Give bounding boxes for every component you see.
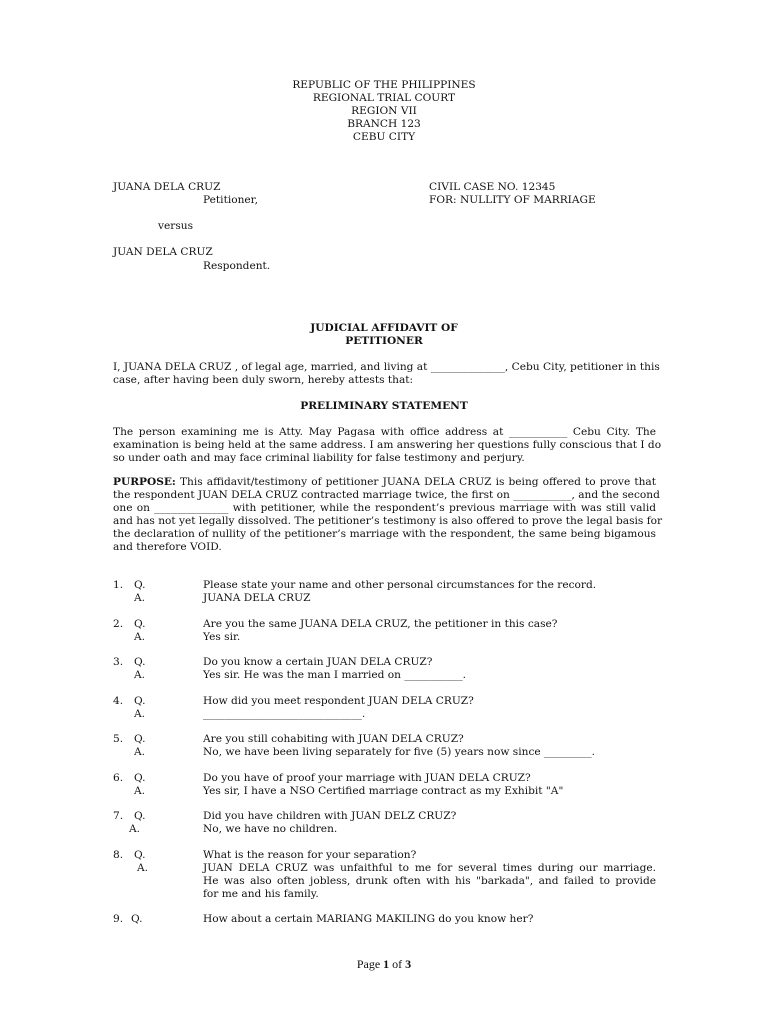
preliminary-heading: PRELIMINARY STATEMENT bbox=[300, 400, 468, 412]
answer-line: JUAN DELA CRUZ was unfaithful to me for several times during our marriage. bbox=[203, 862, 656, 874]
answer-text: Yes sir. bbox=[203, 631, 241, 643]
question-label: Q. bbox=[134, 772, 146, 784]
question-label: Q. bbox=[134, 810, 146, 822]
question-text: Do you know a certain JUAN DELA CRUZ? bbox=[203, 656, 433, 668]
question-text: How did you meet respondent JUAN DELA CRUZ? bbox=[203, 695, 474, 707]
document-title-line1: JUDICIAL AFFIDAVIT OF bbox=[310, 322, 458, 334]
header-city: CEBU CITY bbox=[352, 131, 416, 143]
purpose-label: PURPOSE: bbox=[113, 476, 176, 488]
intro-line: I, JUANA DELA CRUZ , of legal age, married, and living at ______________, Cebu City, petitioner in this bbox=[113, 361, 660, 373]
qa-number: 2. bbox=[113, 618, 124, 630]
petitioner-name: JUANA DELA CRUZ bbox=[113, 181, 221, 193]
document-title-line2: PETITIONER bbox=[345, 335, 423, 347]
header-region: REGION VII bbox=[351, 105, 417, 117]
versus-label: versus bbox=[158, 220, 194, 232]
question-text: How about a certain MARIANG MAKILING do you know her? bbox=[203, 913, 534, 925]
answer-line: for me and his family. bbox=[203, 888, 319, 900]
qa-number: 8. bbox=[113, 849, 124, 861]
respondent-name: JUAN DELA CRUZ bbox=[113, 246, 213, 258]
answer-text: No, we have no children. bbox=[203, 823, 338, 835]
answer-line: He was also often jobless, drunk often with his "barkada", and failed to provide bbox=[203, 875, 656, 887]
question-text: What is the reason for your separation? bbox=[203, 849, 417, 861]
purpose-line: and therefore VOID. bbox=[113, 541, 222, 553]
question-text: Are you the same JUANA DELA CRUZ, the petitioner in this case? bbox=[203, 618, 558, 630]
respondent-label: Respondent. bbox=[203, 260, 271, 272]
answer-text: No, we have been living separately for five (5) years now since _________. bbox=[203, 746, 596, 758]
page-total: 3 bbox=[405, 957, 412, 971]
of-word: of bbox=[389, 957, 406, 971]
purpose-line: and has not yet legally dissolved. The petitioner’s testimony is also offered to prove the legal basis for bbox=[113, 515, 663, 527]
header-court: REGIONAL TRIAL COURT bbox=[312, 92, 456, 104]
question-text: Please state your name and other personal circumstances for the record. bbox=[203, 579, 597, 591]
qa-number: 5. bbox=[113, 733, 124, 745]
question-text: Are you still cohabiting with JUAN DELA CRUZ? bbox=[203, 733, 464, 745]
answer-paragraph bbox=[203, 862, 656, 901]
question-label: Q. bbox=[134, 733, 146, 745]
question-label: Q. bbox=[134, 656, 146, 668]
qa-number: 1. bbox=[113, 579, 124, 591]
question-label: Q. bbox=[134, 849, 146, 861]
answer-label: A. bbox=[134, 708, 146, 720]
preliminary-line: so under oath and may face criminal liability for false testimony and perjury. bbox=[113, 452, 525, 464]
answer-text: Yes sir, I have a NSO Certified marriage contract as my Exhibit "A" bbox=[203, 785, 564, 797]
qa-number: 9. bbox=[113, 913, 124, 925]
purpose-line: the declaration of nullity of the petitioner’s marriage with the respondent, the same being bigamous bbox=[113, 528, 656, 540]
question-text: Did you have children with JUAN DELZ CRUZ? bbox=[203, 810, 457, 822]
purpose-paragraph bbox=[113, 476, 663, 554]
qa-number: 6. bbox=[113, 772, 124, 784]
preliminary-line: The person examining me is Atty. May Pagasa with office address at ___________ Cebu City. The bbox=[113, 426, 656, 438]
header-branch: BRANCH 123 bbox=[347, 118, 421, 130]
purpose-line-text: This affidavit/testimony of petitioner JUANA DELA CRUZ is being offered to prove that bbox=[175, 476, 656, 488]
qa-number: 4. bbox=[113, 695, 124, 707]
question-label: Q. bbox=[134, 695, 146, 707]
qa-number: 7. bbox=[113, 810, 124, 822]
qa-number: 3. bbox=[113, 656, 124, 668]
purpose-line: one on ______________ with petitioner, while the respondent’s previous marriage with was still valid bbox=[113, 502, 656, 514]
purpose-line bbox=[113, 476, 656, 489]
answer-text: ______________________________. bbox=[203, 708, 366, 720]
petitioner-label: Petitioner, bbox=[203, 194, 258, 206]
answer-label: A. bbox=[134, 669, 146, 681]
answer-label: A. bbox=[129, 823, 141, 835]
question-label: Q. bbox=[131, 913, 143, 925]
page-number: 1 bbox=[383, 957, 390, 971]
answer-text: Yes sir. He was the man I married on ___________. bbox=[203, 669, 466, 681]
page-word: Page bbox=[356, 957, 384, 971]
header-republic: REPUBLIC OF THE PHILIPPINES bbox=[292, 79, 476, 91]
page-footer bbox=[0, 958, 768, 971]
preliminary-line: examination is being held at the same address. I am answering her questions fully conscious that I do bbox=[113, 439, 662, 451]
question-label: Q. bbox=[134, 618, 146, 630]
answer-label: A. bbox=[134, 746, 146, 758]
case-number: CIVIL CASE NO. 12345 bbox=[429, 181, 556, 193]
answer-text: JUANA DELA CRUZ bbox=[203, 592, 311, 604]
intro-paragraph bbox=[113, 361, 660, 387]
answer-label: A. bbox=[134, 785, 146, 797]
case-nature: FOR: NULLITY OF MARRIAGE bbox=[429, 194, 596, 206]
purpose-line: the respondent JUAN DELA CRUZ contracted marriage twice, the first on ___________, and the second bbox=[113, 489, 660, 501]
preliminary-paragraph bbox=[113, 426, 662, 465]
answer-label: A. bbox=[134, 631, 146, 643]
question-text: Do you have of proof your marriage with JUAN DELA CRUZ? bbox=[203, 772, 531, 784]
intro-line: case, after having been duly sworn, hereby attests that: bbox=[113, 374, 414, 386]
answer-label: A. bbox=[137, 862, 149, 874]
question-label: Q. bbox=[134, 579, 146, 591]
answer-label: A. bbox=[134, 592, 146, 604]
